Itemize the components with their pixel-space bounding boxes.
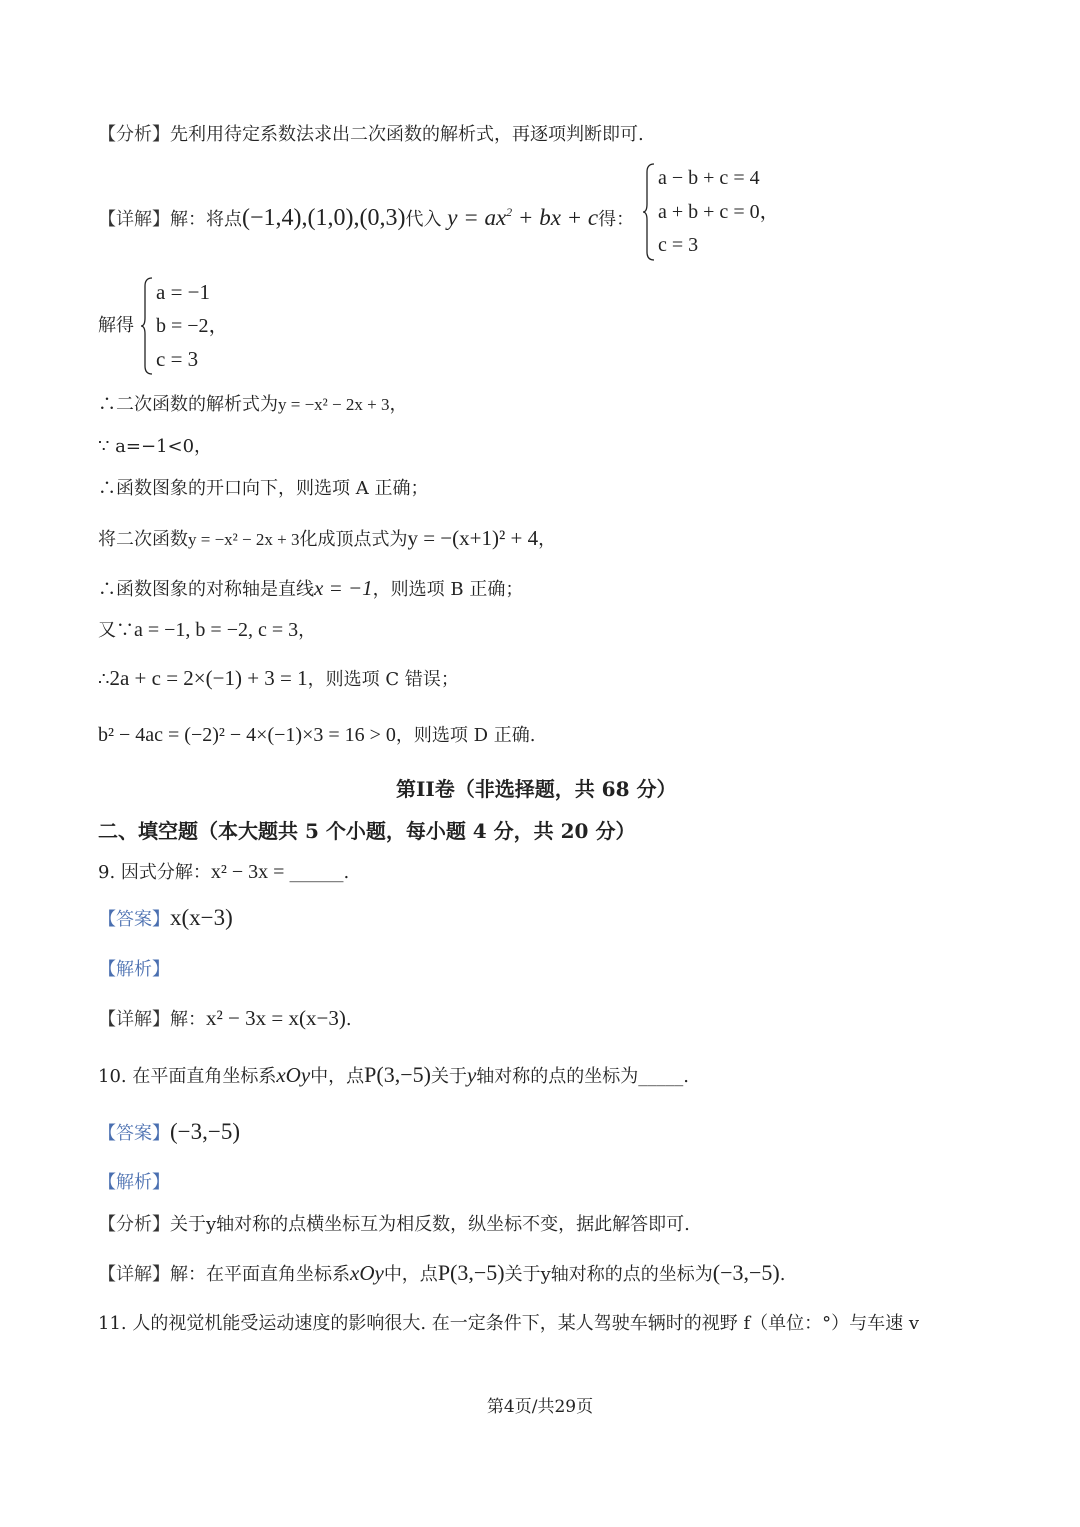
detail-tag: 【详解】 bbox=[98, 209, 170, 230]
line-5: ∴函数图象的对称轴是直线x = −1，则选项 B 正确； bbox=[98, 576, 524, 600]
brace-icon bbox=[642, 162, 656, 262]
line-3: ∴函数图象的开口向下，则选项 A 正确； bbox=[98, 478, 429, 499]
detail-mid: 代入 bbox=[405, 209, 442, 230]
sol-1: a = −1 bbox=[156, 280, 211, 304]
q9-detail: 【详解】解：x² − 3x = x(x−3). bbox=[98, 1006, 352, 1030]
q10-jiexi: 【解析】 bbox=[98, 1172, 170, 1193]
eq-2: a + b + c = 0， bbox=[658, 200, 780, 223]
line-4: 将二次函数y = −x² − 2x + 3化成顶点式为y = −(x+1)² + 4， bbox=[98, 526, 557, 550]
analysis-tag: 【分析】 bbox=[98, 124, 170, 145]
solution-system bbox=[140, 276, 229, 376]
q9-jiexi: 【解析】 bbox=[98, 959, 170, 980]
line-6: 又∵a = −1, b = −2, c = 3， bbox=[98, 619, 317, 641]
eq-1: a − b + c = 4 bbox=[658, 167, 760, 189]
analysis-line bbox=[98, 123, 644, 147]
line-8: b² − 4ac = (−2)² − 4×(−1)×3 = 16 > 0，则选项 D 正确. bbox=[98, 724, 536, 746]
detail-get: 得： bbox=[598, 209, 635, 230]
solve-prefix: 解得 bbox=[98, 315, 134, 336]
answer-tag: 【答案】 bbox=[98, 909, 170, 930]
q9-answer: 【答案】x(x−3) bbox=[98, 905, 233, 930]
part-heading: 二、填空题（本大题共 5 个小题，每小题 4 分，共 20 分） bbox=[98, 819, 636, 843]
equation-system bbox=[642, 162, 780, 262]
q10-blank: _____ bbox=[638, 1066, 684, 1087]
q10-answer: 【答案】(−3,−5) bbox=[98, 1119, 241, 1144]
line-1: ∴二次函数的解析式为y = −x² − 2x + 3， bbox=[98, 394, 408, 415]
line-2: ∵ a=−1<0， bbox=[98, 436, 213, 457]
detail-prefix: 解：将点 bbox=[170, 209, 242, 230]
analysis-text: 先利用待定系数法求出二次函数的解析式，再逐项判断即可. bbox=[170, 124, 644, 145]
function-expr: $y = ax^2$ + bx + c bbox=[447, 205, 599, 230]
detail-line bbox=[98, 200, 634, 232]
page-footer: 第4页/共29页 bbox=[486, 1397, 594, 1417]
q9-stem: 9. 因式分解：x² − 3x = ______. bbox=[98, 861, 350, 883]
volume-heading: 第II卷（非选择题，共 68 分） bbox=[396, 777, 677, 801]
q10-analysis: 【分析】关于y轴对称的点横坐标互为相反数，纵坐标不变，据此解答即可. bbox=[98, 1214, 690, 1235]
q10-detail: 【详解】解：在平面直角坐标系xOy中，点P(3,−5)关于y轴对称的点的坐标为(−3,−5). bbox=[98, 1260, 786, 1285]
sol-2: b = −2， bbox=[156, 315, 229, 337]
sol-3: c = 3 bbox=[156, 347, 199, 371]
brace-icon bbox=[140, 276, 154, 376]
q11-stem: 11. 人的视觉机能受运动速度的影响很大. 在一定条件下，某人驾驶车辆时的视野 f（单位：°）与车速 v bbox=[98, 1313, 920, 1334]
q9-blank: ______ bbox=[289, 862, 344, 883]
q10-stem: 10. 在平面直角坐标系xOy中，点P(3,−5)关于y轴对称的点的坐标为_____. bbox=[98, 1062, 690, 1087]
points-expr: (−1,4),(1,0),(0,3) bbox=[242, 205, 406, 231]
line-7: ∴2a + c = 2×(−1) + 3 = 1，则选项 C 错误； bbox=[98, 666, 459, 690]
eq-3: c = 3 bbox=[658, 234, 699, 256]
